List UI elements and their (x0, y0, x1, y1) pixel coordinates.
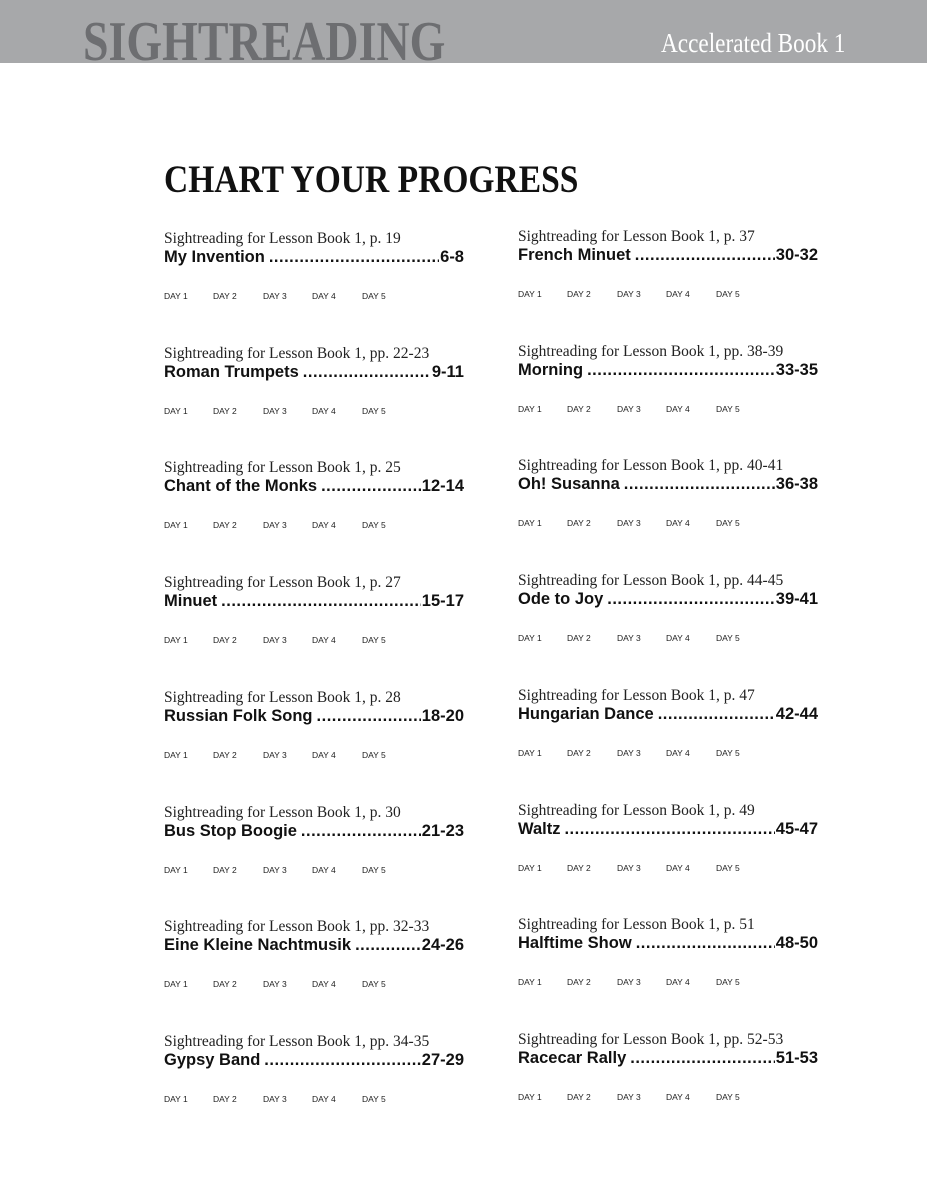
day-label: DAY 5 (716, 518, 740, 528)
day-label: DAY 4 (666, 748, 690, 758)
day-label: DAY 4 (312, 520, 336, 530)
lesson-book-reference: Sightreading for Lesson Book 1, p. 37 (518, 228, 755, 245)
day-label: DAY 4 (666, 1092, 690, 1102)
page-range: 6-8 (440, 248, 464, 266)
day-label: DAY 5 (716, 748, 740, 758)
progress-entry (518, 912, 818, 1002)
day-label: DAY 4 (666, 518, 690, 528)
day-label: DAY 5 (362, 291, 386, 301)
day-label: DAY 1 (164, 635, 188, 645)
day-label: DAY 2 (567, 748, 591, 758)
day-label: DAY 2 (213, 1094, 237, 1104)
day-label: DAY 3 (263, 635, 287, 645)
progress-entry (518, 339, 818, 429)
day-label: DAY 3 (263, 865, 287, 875)
day-label: DAY 2 (213, 291, 237, 301)
piece-line (164, 247, 464, 267)
day-checkoff-row (518, 863, 818, 875)
dot-leader (317, 706, 421, 726)
day-label: DAY 2 (567, 633, 591, 643)
day-label: DAY 5 (362, 406, 386, 416)
piece-line (518, 933, 818, 953)
day-label: DAY 4 (312, 291, 336, 301)
day-label: DAY 5 (716, 633, 740, 643)
day-label: DAY 2 (213, 979, 237, 989)
day-label: DAY 1 (518, 863, 542, 873)
page-range: 51-53 (775, 1049, 818, 1067)
piece-title: Morning (518, 361, 584, 379)
day-label: DAY 2 (213, 406, 237, 416)
day-checkoff-row (164, 291, 464, 303)
day-label: DAY 4 (312, 1094, 336, 1104)
lesson-book-reference: Sightreading for Lesson Book 1, p. 49 (518, 802, 755, 819)
lesson-book-reference: Sightreading for Lesson Book 1, pp. 38-39 (518, 343, 784, 360)
day-checkoff-row (518, 748, 818, 760)
page-range: 36-38 (775, 475, 818, 493)
piece-line (164, 362, 464, 382)
progress-entry (164, 570, 464, 660)
day-checkoff-row (518, 404, 818, 416)
day-label: DAY 4 (666, 977, 690, 987)
day-label: DAY 3 (617, 289, 641, 299)
progress-entry (164, 685, 464, 775)
piece-title: Oh! Susanna (518, 475, 620, 493)
progress-entry (518, 798, 818, 888)
lesson-book-reference: Sightreading for Lesson Book 1, p. 28 (164, 689, 401, 706)
piece-title: French Minuet (518, 246, 631, 264)
day-label: DAY 5 (716, 289, 740, 299)
day-label: DAY 1 (518, 633, 542, 643)
page-range: 24-26 (421, 936, 464, 954)
day-label: DAY 3 (617, 1092, 641, 1102)
day-label: DAY 3 (617, 977, 641, 987)
progress-entry (164, 226, 464, 316)
lesson-book-reference: Sightreading for Lesson Book 1, pp. 32-33 (164, 918, 430, 935)
day-checkoff-row (164, 520, 464, 532)
piece-title: Chant of the Monks (164, 477, 318, 495)
day-label: DAY 1 (164, 979, 188, 989)
day-label: DAY 5 (362, 520, 386, 530)
lesson-book-reference: Sightreading for Lesson Book 1, p. 30 (164, 804, 401, 821)
piece-line (518, 819, 818, 839)
piece-title: Waltz (518, 820, 561, 838)
day-label: DAY 1 (164, 406, 188, 416)
day-label: DAY 1 (164, 1094, 188, 1104)
day-label: DAY 1 (164, 291, 188, 301)
piece-title: Gypsy Band (164, 1051, 261, 1069)
page-range: 42-44 (775, 705, 818, 723)
dot-leader (636, 933, 775, 953)
dot-leader (264, 1050, 421, 1070)
progress-entry (164, 1029, 464, 1119)
progress-entry (164, 455, 464, 545)
day-label: DAY 1 (518, 404, 542, 414)
dot-leader (624, 474, 775, 494)
lesson-book-reference: Sightreading for Lesson Book 1, pp. 40-41 (518, 457, 784, 474)
day-label: DAY 5 (716, 1092, 740, 1102)
day-checkoff-row (518, 1092, 818, 1104)
lesson-book-reference: Sightreading for Lesson Book 1, pp. 22-23 (164, 345, 430, 362)
day-label: DAY 5 (362, 865, 386, 875)
piece-line (518, 474, 818, 494)
dot-leader (303, 362, 431, 382)
day-label: DAY 2 (567, 863, 591, 873)
day-label: DAY 3 (263, 520, 287, 530)
day-label: DAY 1 (518, 289, 542, 299)
day-label: DAY 4 (666, 633, 690, 643)
progress-entry (518, 683, 818, 773)
page-range: 18-20 (421, 707, 464, 725)
piece-title: Roman Trumpets (164, 363, 299, 381)
page-range: 12-14 (421, 477, 464, 495)
piece-title: Bus Stop Boogie (164, 822, 297, 840)
day-label: DAY 1 (164, 865, 188, 875)
day-label: DAY 4 (312, 750, 336, 760)
day-label: DAY 3 (617, 518, 641, 528)
day-label: DAY 3 (263, 291, 287, 301)
piece-line (518, 589, 818, 609)
progress-entry (164, 914, 464, 1004)
day-checkoff-row (164, 635, 464, 647)
day-label: DAY 5 (716, 863, 740, 873)
page-title: CHART YOUR PROGRESS (164, 158, 579, 201)
lesson-book-reference: Sightreading for Lesson Book 1, pp. 52-53 (518, 1031, 784, 1048)
day-label: DAY 3 (263, 979, 287, 989)
dot-leader (635, 245, 775, 265)
day-label: DAY 4 (666, 404, 690, 414)
piece-title: Eine Kleine Nachtmusik (164, 936, 352, 954)
lesson-book-reference: Sightreading for Lesson Book 1, p. 27 (164, 574, 401, 591)
progress-entry (164, 800, 464, 890)
day-checkoff-row (164, 865, 464, 877)
day-checkoff-row (518, 633, 818, 645)
day-label: DAY 1 (518, 748, 542, 758)
piece-line (164, 591, 464, 611)
piece-line (164, 476, 464, 496)
day-label: DAY 4 (312, 865, 336, 875)
dot-leader (355, 935, 421, 955)
dot-leader (564, 819, 774, 839)
day-label: DAY 2 (567, 518, 591, 528)
progress-entry (164, 341, 464, 431)
dot-leader (301, 821, 421, 841)
day-label: DAY 4 (312, 979, 336, 989)
day-label: DAY 2 (567, 289, 591, 299)
dot-leader (630, 1048, 775, 1068)
day-label: DAY 4 (312, 406, 336, 416)
piece-line (164, 821, 464, 841)
piece-title: Halftime Show (518, 934, 632, 952)
book-title: Accelerated Book 1 (660, 28, 845, 58)
day-label: DAY 1 (518, 977, 542, 987)
dot-leader (658, 704, 775, 724)
day-label: DAY 3 (263, 750, 287, 760)
dot-leader (607, 589, 775, 609)
piece-line (164, 1050, 464, 1070)
day-label: DAY 2 (567, 977, 591, 987)
page-range: 39-41 (775, 590, 818, 608)
day-label: DAY 5 (362, 1094, 386, 1104)
day-label: DAY 1 (164, 750, 188, 760)
dot-leader (269, 247, 439, 267)
page-range: 30-32 (775, 246, 818, 264)
lesson-book-reference: Sightreading for Lesson Book 1, pp. 34-35 (164, 1033, 430, 1050)
day-label: DAY 2 (213, 750, 237, 760)
dot-leader (221, 591, 421, 611)
lesson-book-reference: Sightreading for Lesson Book 1, p. 19 (164, 230, 401, 247)
day-checkoff-row (518, 518, 818, 530)
day-label: DAY 1 (164, 520, 188, 530)
piece-line (518, 704, 818, 724)
day-label: DAY 1 (518, 518, 542, 528)
day-label: DAY 3 (617, 404, 641, 414)
progress-entry (518, 568, 818, 658)
day-label: DAY 2 (567, 404, 591, 414)
day-checkoff-row (164, 750, 464, 762)
piece-line (518, 1048, 818, 1068)
page-range: 45-47 (775, 820, 818, 838)
page-range: 15-17 (421, 592, 464, 610)
lesson-book-reference: Sightreading for Lesson Book 1, p. 25 (164, 459, 401, 476)
progress-entry (518, 224, 818, 314)
piece-title: Ode to Joy (518, 590, 604, 608)
piece-title: Hungarian Dance (518, 705, 654, 723)
header-band (0, 0, 927, 63)
day-label: DAY 5 (716, 404, 740, 414)
page-range: 48-50 (775, 934, 818, 952)
day-checkoff-row (518, 977, 818, 989)
day-label: DAY 2 (213, 865, 237, 875)
day-label: DAY 3 (617, 633, 641, 643)
day-label: DAY 5 (362, 979, 386, 989)
progress-entry (518, 453, 818, 543)
piece-line (518, 360, 818, 380)
day-checkoff-row (164, 406, 464, 418)
day-label: DAY 4 (312, 635, 336, 645)
day-label: DAY 5 (716, 977, 740, 987)
piece-title: Russian Folk Song (164, 707, 313, 725)
day-label: DAY 4 (666, 863, 690, 873)
piece-line (164, 706, 464, 726)
day-label: DAY 2 (213, 520, 237, 530)
day-label: DAY 1 (518, 1092, 542, 1102)
dot-leader (321, 476, 421, 496)
progress-entry (518, 1027, 818, 1117)
day-label: DAY 2 (213, 635, 237, 645)
dot-leader (587, 360, 775, 380)
piece-title: My Invention (164, 248, 265, 266)
lesson-book-reference: Sightreading for Lesson Book 1, pp. 44-45 (518, 572, 784, 589)
piece-title: Racecar Rally (518, 1049, 627, 1067)
day-label: DAY 3 (263, 406, 287, 416)
series-title: SIGHTREADING (83, 11, 446, 63)
page-range: 27-29 (421, 1051, 464, 1069)
day-label: DAY 5 (362, 750, 386, 760)
day-label: DAY 3 (263, 1094, 287, 1104)
piece-line (518, 245, 818, 265)
day-checkoff-row (518, 289, 818, 301)
page-range: 33-35 (775, 361, 818, 379)
lesson-book-reference: Sightreading for Lesson Book 1, p. 47 (518, 687, 755, 704)
day-checkoff-row (164, 979, 464, 991)
day-label: DAY 2 (567, 1092, 591, 1102)
day-label: DAY 5 (362, 635, 386, 645)
piece-title: Minuet (164, 592, 218, 610)
page-range: 9-11 (431, 363, 464, 381)
day-label: DAY 3 (617, 863, 641, 873)
lesson-book-reference: Sightreading for Lesson Book 1, p. 51 (518, 916, 755, 933)
day-checkoff-row (164, 1094, 464, 1106)
day-label: DAY 3 (617, 748, 641, 758)
piece-line (164, 935, 464, 955)
day-label: DAY 4 (666, 289, 690, 299)
page-range: 21-23 (421, 822, 464, 840)
